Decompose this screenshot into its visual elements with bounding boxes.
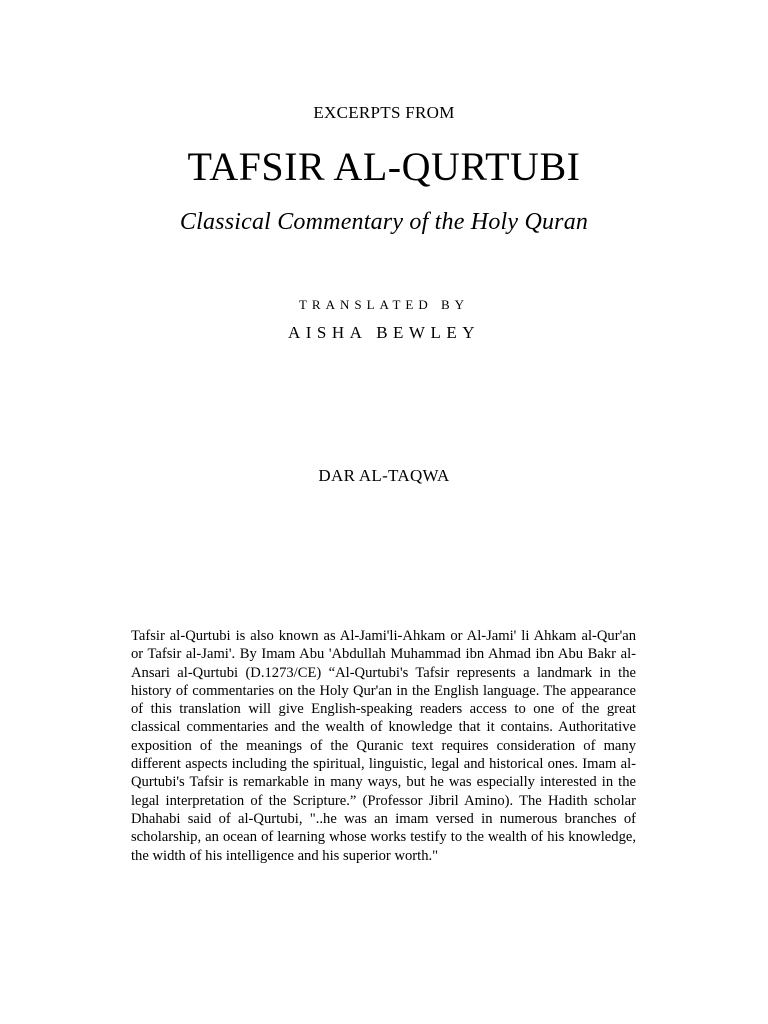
description-paragraph: Tafsir al-Qurtubi is also known as Al-Jami'li-Ahkam or Al-Jami' li Ahkam al-Qur'an or Tafsir al-Jami'. By Imam Abu 'Abdullah Muhammad ibn Ahmad ibn Abu Bakr al-Ansari al-Qurtubi (D.1273/CE) “Al-Qurtubi's Tafsir represents a landmark in the history of commentaries on the Holy Qur'an in the English language. The appearance of this translation will give English-speaking readers access to one of the great classical commentaries and the wealth of knowledge that it contains. Authoritative exposition of the meanings of the Quranic text requires consideration of many different aspects including the spiritual, linguistic, legal and historical ones. Imam al-Qurtubi's Tafsir is remarkable in many ways, but he was especially interested in the legal interpretation of the Scripture.” (Professor Jibril Amino). The Hadith scholar Dhahabi said of al-Qurtubi, "..he was an imam versed in numerous branches of scholarship, an ocean of learning whose works testify to the wealth of his knowledge, the width of his intelligence and his superior worth." [131,628,636,864]
kicker-text: EXCERPTS FROM [313,103,455,122]
book-title: TAFSIR AL-QURTUBI [187,144,581,189]
publisher-name: DAR AL-TAQWA [318,466,450,485]
translated-by-label: TRANSLATED BY [298,297,470,312]
book-subtitle: Classical Commentary of the Holy Quran [179,209,589,235]
translator-name: AISHA BEWLEY [287,323,481,342]
